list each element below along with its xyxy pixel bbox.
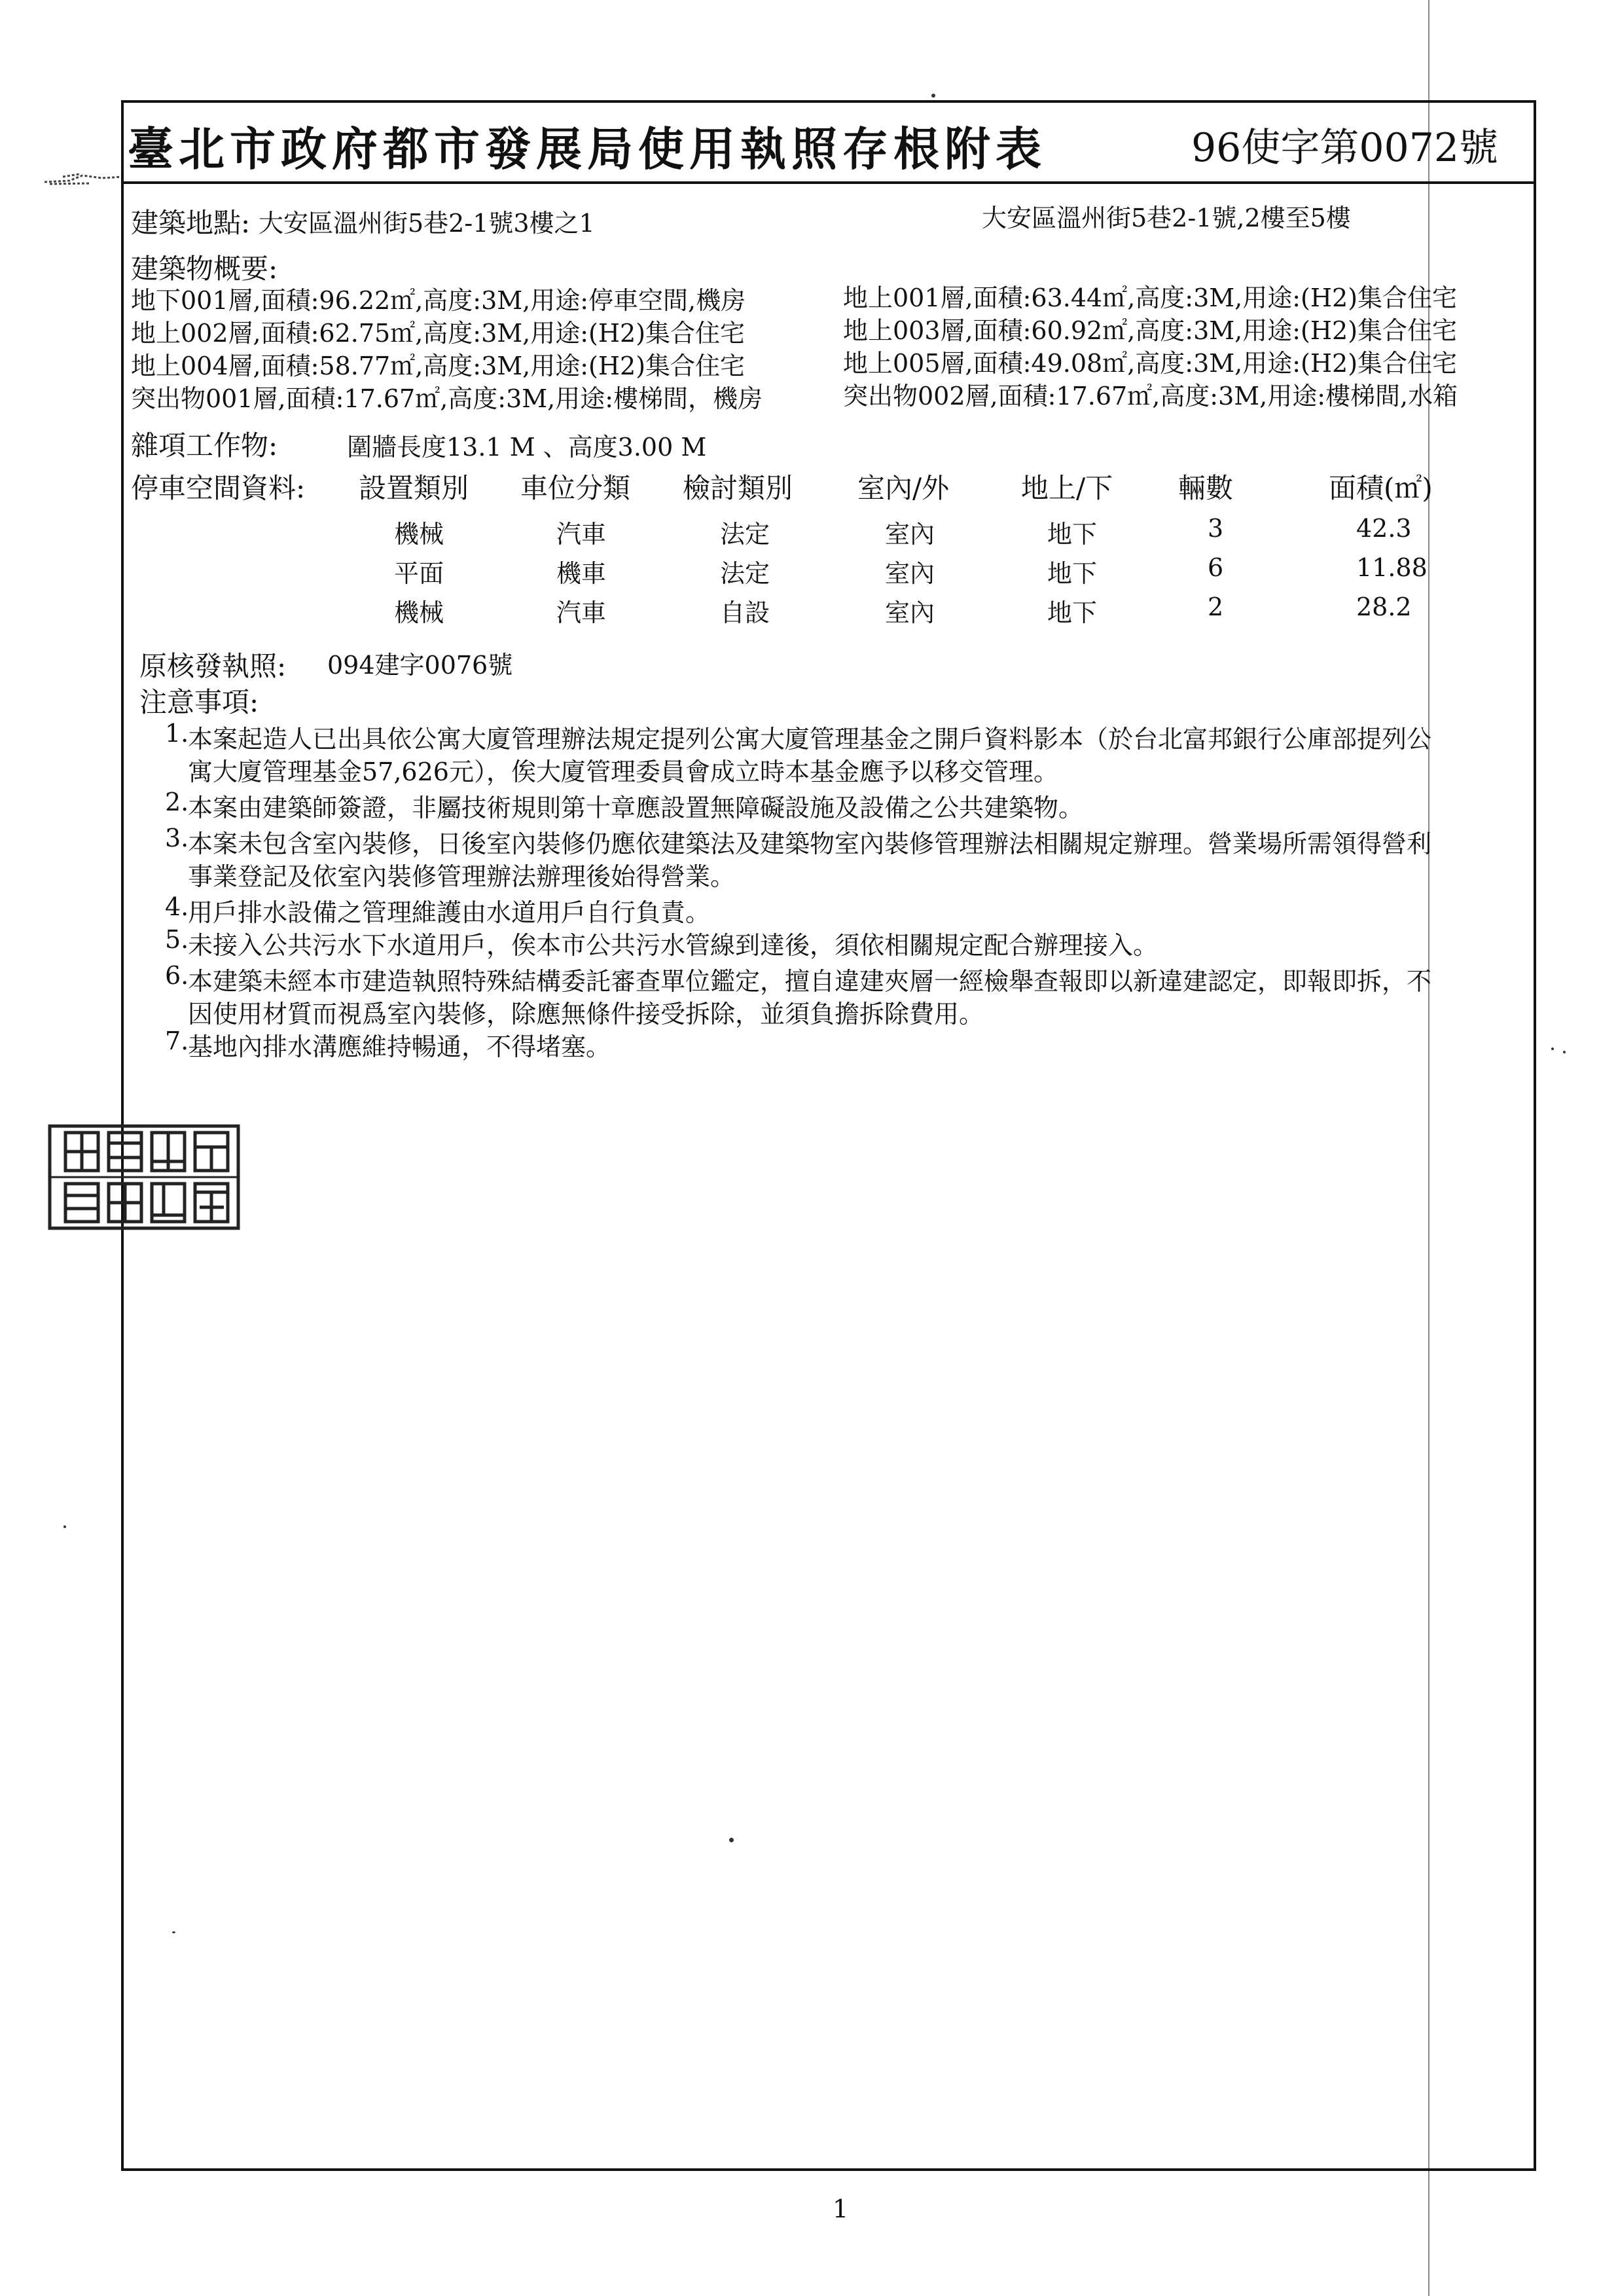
seal-stamp: [46, 1123, 242, 1231]
note-text: 本案未包含室內裝修，日後室內裝修仍應依建築法及建築物室內裝修管理辦法相關規定辦理。營業場所需領得營利: [188, 829, 1432, 858]
parking-header-cell: 車位分類: [520, 472, 631, 504]
parking-label: 停車空間資料:: [131, 472, 306, 504]
note-number: 3.: [165, 824, 189, 852]
note-text: 本案由建築師簽證，非屬技術規則第十章應設置無障礙設施及設備之公共建築物。: [188, 793, 1084, 822]
note-text: 事業登記及依室內裝修管理辦法辦理後始得營業。: [188, 862, 736, 891]
note-number: 6.: [165, 961, 189, 990]
address-right: 大安區溫州街5巷2-1號,2樓至5樓: [982, 204, 1351, 232]
overview-line-right: 地上005層,面積:49.08㎡,高度:3M,用途:(H2)集合住宅: [843, 349, 1458, 378]
scan-speck: [1551, 1048, 1554, 1050]
parking-cell: 地下: [1047, 520, 1098, 549]
parking-cell: 平面: [394, 559, 444, 588]
parking-cell: 2: [1208, 592, 1224, 621]
scan-speck: [1563, 1051, 1566, 1053]
overview-line-right: 地上003層,面積:60.92㎡,高度:3M,用途:(H2)集合住宅: [843, 316, 1458, 345]
parking-header-cell: 檢討類別: [683, 472, 793, 504]
overview-line-left: 突出物001層,面積:17.67㎡,高度:3M,用途:樓梯間，機房: [131, 384, 763, 413]
parking-cell: 法定: [720, 520, 770, 549]
note-text: 基地內排水溝應維持暢通，不得堵塞。: [188, 1032, 611, 1061]
parking-cell: 機械: [394, 520, 444, 549]
note-number: 1.: [165, 719, 189, 748]
note-text: 寓大廈管理基金57,626元），俟大廈管理委員會成立時本基金應予以移交管理。: [188, 757, 1058, 786]
overview-line-right: 突出物002層,面積:17.67㎡,高度:3M,用途:樓梯間,水箱: [843, 382, 1458, 410]
misc-value: 圍牆長度13.1 M 、高度3.00 M: [347, 433, 707, 462]
overview-line-left: 地上004層,面積:58.77㎡,高度:3M,用途:(H2)集合住宅: [131, 352, 746, 380]
parking-cell: 地下: [1047, 598, 1098, 627]
overview-line-left: 地上002層,面積:62.75㎡,高度:3M,用途:(H2)集合住宅: [131, 319, 746, 348]
overview-line-left: 地下001層,面積:96.22㎡,高度:3M,用途:停車空間,機房: [131, 286, 746, 315]
parking-cell: 3: [1208, 514, 1224, 543]
notes-label: 注意事項:: [139, 686, 259, 718]
parking-header-cell: 地上/下: [1021, 472, 1113, 504]
address-value: 大安區溫州街5巷2-1號3樓之1: [259, 209, 595, 238]
note-number: 2.: [165, 788, 189, 816]
parking-cell: 室內: [885, 598, 935, 627]
parking-cell: 6: [1208, 553, 1224, 582]
document-title: 臺北市政府都市發展局使用執照存根附表: [128, 122, 1047, 176]
overview-label: 建築物概要:: [131, 253, 278, 285]
parking-cell: 室內: [885, 520, 935, 549]
parking-cell: 地下: [1047, 559, 1098, 588]
scan-speck: [63, 1525, 66, 1528]
note-number: 4.: [165, 892, 189, 921]
parking-cell: 汽車: [556, 520, 607, 549]
parking-cell: 28.2: [1356, 592, 1412, 621]
note-number: 7.: [165, 1027, 189, 1055]
original-license-value: 094建字0076號: [327, 651, 513, 680]
note-text: 未接入公共污水下水道用戶，俟本市公共污水管線到達後，須依相關規定配合辦理接入。: [188, 931, 1159, 960]
note-text: 本案起造人已出具依公寓大廈管理辦法規定提列公寓大廈管理基金之開戶資料影本（於台北富邦銀行公庫部提列公: [188, 725, 1432, 754]
parking-header-cell: 室內/外: [857, 472, 950, 504]
parking-cell: 機車: [556, 559, 607, 588]
parking-cell: 11.88: [1356, 553, 1428, 582]
note-text: 用戶排水設備之管理維護由水道用戶自行負責。: [188, 898, 711, 927]
parking-cell: 自設: [720, 598, 770, 627]
permit-number: 96使字第0072號: [1191, 125, 1499, 171]
misc-label: 雜項工作物:: [131, 429, 278, 462]
scan-speck: [931, 94, 935, 98]
parking-header-cell: 輛數: [1178, 472, 1234, 504]
original-license-label: 原核發執照:: [139, 650, 287, 682]
parking-cell: 室內: [885, 559, 935, 588]
note-text: 本建築未經本市建造執照特殊結構委託審查單位鑑定，擅自違建夾層一經檢舉查報即以新違建認定，即報即拆，不: [188, 967, 1432, 996]
parking-cell: 汽車: [556, 598, 607, 627]
note-text: 因使用材質而視爲室內裝修，除應無條件接受拆除，並須負擔拆除費用。: [188, 1000, 984, 1029]
note-number: 5.: [165, 925, 189, 954]
scan-smudge: [43, 172, 125, 186]
parking-header-cell: 設置類別: [359, 472, 469, 504]
parking-cell: 機械: [394, 598, 444, 627]
overview-line-right: 地上001層,面積:63.44㎡,高度:3M,用途:(H2)集合住宅: [843, 283, 1458, 312]
parking-cell: 法定: [720, 559, 770, 588]
parking-cell: 42.3: [1356, 514, 1412, 543]
parking-header-cell: 面積(㎡): [1329, 472, 1433, 504]
page-number: 1: [833, 2195, 849, 2223]
address-label: 建築地點:: [131, 207, 251, 239]
